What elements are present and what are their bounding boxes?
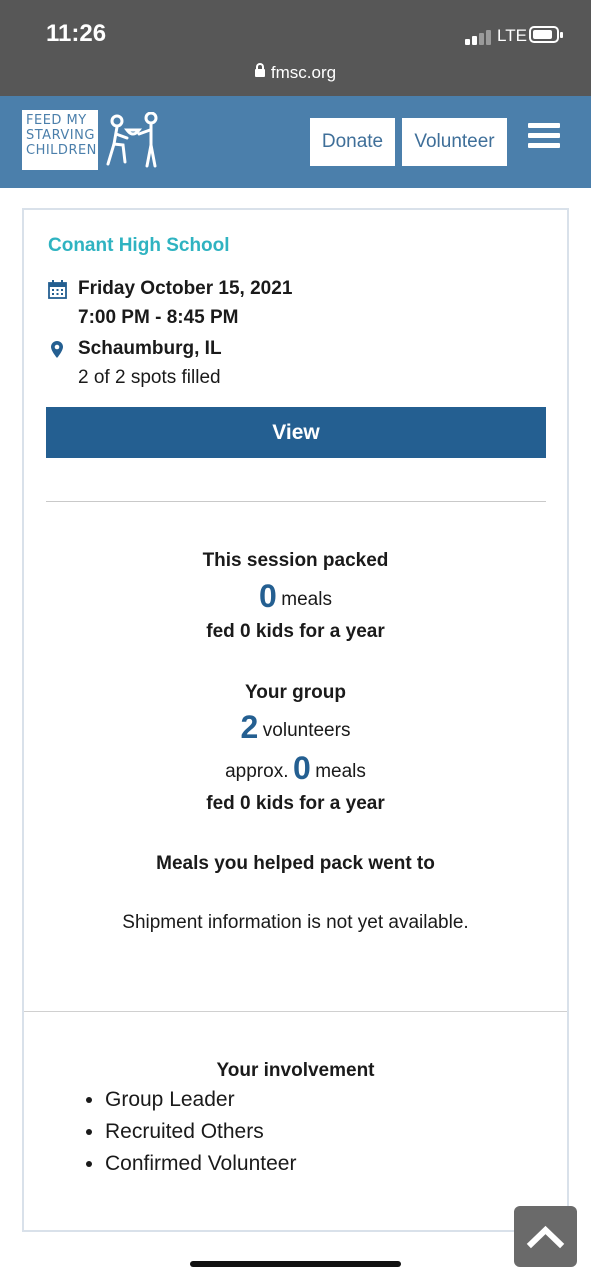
group-meals-count: 0 bbox=[292, 750, 311, 786]
status-time: 11:26 bbox=[46, 20, 107, 47]
list-item: • Group Leader bbox=[105, 1084, 296, 1116]
session-fed-text: fed 0 kids for a year bbox=[206, 621, 385, 642]
home-indicator[interactable] bbox=[190, 1261, 401, 1267]
session-meals-count: 0 bbox=[259, 578, 277, 614]
logo-line: STARVING bbox=[26, 128, 95, 143]
list-item: • Recruited Others bbox=[105, 1116, 296, 1148]
map-pin-icon bbox=[51, 341, 63, 358]
view-button[interactable]: View bbox=[46, 407, 546, 458]
list-item: • Confirmed Volunteer bbox=[105, 1148, 296, 1180]
shipment-heading: Meals you helped pack went to bbox=[156, 853, 435, 874]
session-heading: This session packed bbox=[202, 550, 389, 571]
involvement-list bbox=[80, 1084, 296, 1180]
donate-button[interactable]: Donate bbox=[310, 118, 395, 166]
volunteer-button[interactable]: Volunteer bbox=[402, 118, 507, 166]
calendar-icon bbox=[48, 280, 67, 299]
shipment-message: Shipment information is not yet available. bbox=[122, 912, 469, 933]
spots-filled: 2 of 2 spots filled bbox=[78, 367, 221, 388]
involvement-heading: Your involvement bbox=[216, 1060, 375, 1081]
event-card bbox=[22, 208, 569, 1232]
battery-icon bbox=[529, 26, 559, 43]
network-type: LTE bbox=[497, 26, 527, 45]
event-date: Friday October 15, 2021 bbox=[78, 278, 293, 299]
group-meals bbox=[24, 750, 567, 787]
logo-line: FEED MY bbox=[26, 113, 87, 128]
group-approx-label: approx. bbox=[225, 761, 289, 782]
divider bbox=[46, 501, 546, 502]
event-location: Schaumburg, IL bbox=[78, 338, 222, 359]
status-bar bbox=[0, 0, 591, 96]
group-volunteers-count: 2 bbox=[240, 709, 259, 745]
scroll-to-top-button[interactable] bbox=[514, 1206, 577, 1267]
group-volunteers-unit: volunteers bbox=[262, 720, 351, 741]
url-text: fmsc.org bbox=[270, 63, 337, 82]
event-title[interactable]: Conant High School bbox=[48, 235, 230, 256]
group-heading: Your group bbox=[245, 682, 346, 703]
group-fed-text: fed 0 kids for a year bbox=[206, 793, 385, 814]
logo-figures-icon bbox=[103, 112, 161, 170]
chevron-up-icon bbox=[514, 1206, 577, 1267]
session-meals bbox=[24, 578, 567, 615]
session-meals-unit: meals bbox=[281, 589, 332, 610]
site-header bbox=[0, 96, 591, 188]
group-meals-unit: meals bbox=[315, 761, 366, 782]
group-volunteers bbox=[24, 709, 567, 746]
menu-icon[interactable] bbox=[528, 123, 560, 149]
divider bbox=[24, 1011, 567, 1012]
logo-line: CHILDREN bbox=[26, 143, 97, 158]
fmsc-logo[interactable] bbox=[22, 110, 98, 170]
cellular-signal-icon bbox=[465, 29, 495, 45]
url-bar[interactable] bbox=[0, 63, 591, 83]
lock-icon bbox=[255, 69, 265, 77]
event-time: 7:00 PM - 8:45 PM bbox=[78, 307, 239, 328]
